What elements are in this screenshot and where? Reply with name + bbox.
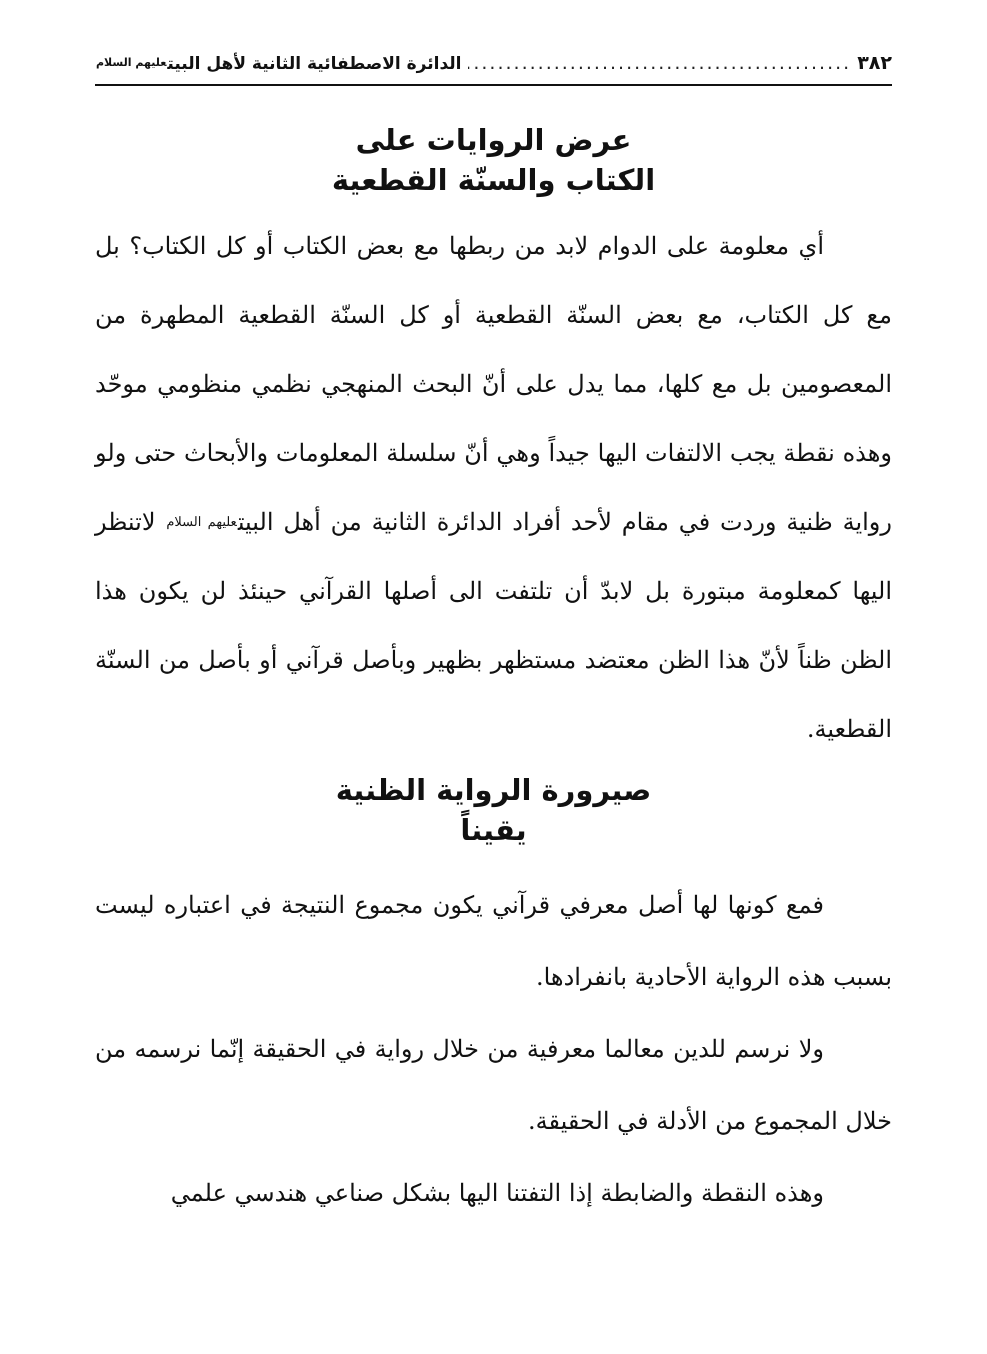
running-title-text: الدائرة الاصطفائية الثانية لأهل البيت bbox=[167, 54, 462, 74]
leader-dots bbox=[468, 52, 852, 74]
body-paragraph-1 bbox=[95, 212, 892, 764]
header-divider bbox=[95, 84, 892, 86]
body-paragraph-4: وهذه النقطة والضابطة إذا التفتنا اليها بشكل صناعي هندسي علمي bbox=[170, 1179, 824, 1207]
blessing-ligature-inline: عليهم السلام bbox=[166, 515, 237, 530]
section-heading-1-line-1: عرض الروايات على bbox=[355, 123, 632, 157]
body-paragraph-3: ولا نرسم للدين معالما معرفية من خلال رواية في الحقيقة إنّما نرسمه من خلال المجموع من الأدلة في الحقيقة. bbox=[95, 1035, 892, 1135]
section-heading-2 bbox=[95, 770, 892, 850]
section-heading-2-line-1: صيرورة الرواية الظنية bbox=[335, 773, 652, 807]
section-heading-2-line-2: يقيناً bbox=[460, 813, 527, 847]
paragraph-1-part-2: لاتنظر اليها كمعلومة مبتورة بل لابدّ أن تلتفت الى أصلها القرآني حينئذ لن يكون هذا الظن ظناً لأنّ هذا الظن معتضد مستظهر بظهير وبأصل قرآني أو بأصل من السنّة القطعية. bbox=[95, 508, 892, 743]
running-header bbox=[95, 52, 892, 82]
page-number: ٣٨٢ bbox=[857, 52, 892, 74]
paragraph-1-part-1: أي معلومة على الدوام لابد من ربطها مع بعض الكتاب أو كل الكتاب؟ بل مع كل الكتاب، مع بعض السنّة القطعية أو كل السنّة القطعية المطهرة من المعصومين بل مع كلها، مما يدل على أنّ البحث المنهجي نظمي منظومي موحّد وهذه نقطة يجب الالتفات اليها جيداً وهي أنّ سلسلة المعلومات والأبحاث حتى ولو رواية ظنية وردت في مقام لأحد أفراد الدائرة الثانية من أهل البيت bbox=[95, 232, 892, 536]
body-paragraph-2: فمع كونها لها أصل معرفي قرآني يكون مجموع النتيجة في اعتباره ليست بسبب هذه الرواية الأحادية بانفرادها. bbox=[95, 891, 892, 991]
blessing-ligature: عليهم السلام bbox=[96, 56, 167, 69]
running-title bbox=[95, 54, 462, 74]
section-heading-1 bbox=[95, 120, 892, 200]
section-heading-1-line-2: الكتاب والسنّة القطعية bbox=[331, 163, 656, 197]
